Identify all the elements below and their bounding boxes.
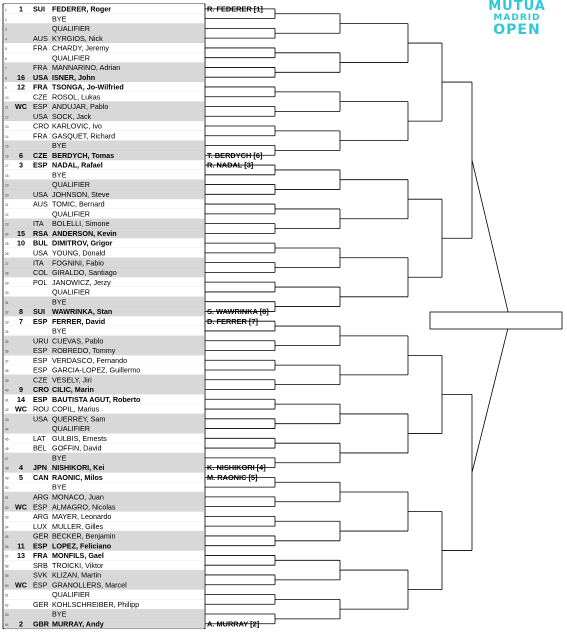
row-number: 22 (5, 212, 9, 217)
seed-label: 6 (19, 150, 23, 160)
round2-player: R. FEDERER [1] (207, 4, 263, 14)
draw-row (4, 482, 204, 492)
row-background (4, 24, 204, 34)
country-code: FRA (33, 43, 48, 53)
player-name: QUALIFIER (52, 24, 90, 34)
row-number: 19 (5, 183, 9, 188)
player-name: MULLER, Gilles (52, 521, 104, 531)
draw-row (4, 53, 204, 63)
row-number: 47 (5, 456, 9, 461)
player-name: BOLELLI, Simone (52, 219, 110, 229)
country-code: USA (33, 414, 48, 424)
player-name: CUEVAS, Pablo (52, 336, 104, 346)
row-number: 41 (5, 398, 9, 403)
draw-row (4, 463, 204, 473)
seed-label: 1 (19, 4, 23, 14)
country-code: ITA (33, 219, 44, 229)
draw-row (4, 141, 204, 151)
draw-row (4, 199, 204, 209)
row-number: 18 (5, 173, 9, 178)
player-name: KARLOVIC, Ivo (52, 121, 102, 131)
row-number: 39 (5, 378, 9, 383)
row-number: 24 (5, 232, 9, 237)
row-number: 43 (5, 417, 9, 422)
row-background (4, 590, 204, 600)
draw-row (4, 14, 204, 24)
draw-row (4, 385, 204, 395)
country-code: CAN (33, 472, 49, 482)
player-name: QUALIFIER (52, 590, 90, 600)
row-number: 10 (5, 95, 9, 100)
draw-row (4, 590, 204, 600)
player-name: QUALIFIER (52, 209, 90, 219)
row-number: 48 (5, 466, 9, 471)
country-code: SRB (33, 560, 48, 570)
seed-label: WC (15, 102, 27, 112)
row-number: 59 (5, 574, 9, 579)
round2-player: R. NADAL [3] (207, 160, 254, 170)
draw-row (4, 580, 204, 590)
country-code: CZE (33, 150, 48, 160)
player-name: MURRAY, Andy (52, 619, 104, 629)
round2-player: T. BERDYCH [6] (207, 150, 263, 160)
draw-row (4, 394, 204, 404)
player-name: FEDERER, Roger (52, 4, 112, 14)
draw-row (4, 404, 204, 414)
draw-row (4, 521, 204, 531)
final-connector (472, 320, 510, 472)
draw-row (4, 4, 204, 14)
draw-row (4, 131, 204, 141)
player-name: YOUNG, Donald (52, 248, 106, 258)
row-background (4, 424, 204, 434)
country-code: BEL (33, 443, 47, 453)
seed-label: WC (15, 580, 27, 590)
row-number: 11 (5, 105, 9, 110)
draw-row (4, 43, 204, 53)
row-number: 28 (5, 271, 9, 276)
draw-row (4, 24, 204, 34)
player-name: BYE (52, 170, 67, 180)
row-number: 49 (5, 476, 9, 481)
country-code: RSA (33, 228, 49, 238)
player-name: LOPEZ, Feliciano (52, 541, 112, 551)
country-code: SUI (33, 4, 45, 14)
country-code: ESP (33, 160, 48, 170)
draw-row (4, 238, 204, 248)
draw-row (4, 160, 204, 170)
row-number: 25 (5, 242, 9, 247)
country-code: FRA (33, 131, 48, 141)
player-name: ALMAGRO, Nicolas (52, 502, 116, 512)
seed-label: 10 (17, 238, 25, 248)
round2-player: A. MURRAY [2] (207, 619, 260, 629)
player-name: QUERREY, Sam (52, 414, 106, 424)
draw-row (4, 433, 204, 443)
row-number: 20 (5, 193, 9, 198)
draw-row (4, 316, 204, 326)
country-code: ESP (33, 102, 48, 112)
country-code: FRA (33, 82, 48, 92)
player-name: GULBIS, Ernests (52, 433, 107, 443)
country-code: AUS (33, 33, 48, 43)
row-number: 62 (5, 603, 9, 608)
row-number: 63 (5, 613, 9, 618)
draw-row (4, 551, 204, 561)
player-name: ROBREDO, Tommy (52, 346, 116, 356)
country-code: ESP (33, 365, 48, 375)
country-code: FRA (33, 551, 48, 561)
player-name: NADAL, Rafael (52, 160, 103, 170)
draw-row (4, 326, 204, 336)
player-name: BERDYCH, Tomas (52, 150, 115, 160)
row-number: 55 (5, 535, 9, 540)
row-number: 38 (5, 369, 9, 374)
player-name: SOCK, Jack (52, 111, 92, 121)
row-background (4, 170, 204, 180)
country-code: SUI (33, 307, 45, 317)
draw-row (4, 63, 204, 73)
draw-row (4, 228, 204, 238)
player-name: QUALIFIER (52, 287, 90, 297)
player-name: QUALIFIER (52, 424, 90, 434)
row-number: 7 (5, 66, 7, 71)
player-name: GARCIA-LOPEZ, Guillermo (52, 365, 141, 375)
draw-row (4, 619, 204, 629)
country-code: GBR (33, 619, 49, 629)
country-code: GER (33, 599, 49, 609)
country-code: AUS (33, 199, 48, 209)
player-name: BYE (52, 297, 67, 307)
player-name: JOHNSON, Steve (52, 189, 110, 199)
row-number: 60 (5, 583, 9, 588)
draw-row (4, 541, 204, 551)
row-number: 64 (5, 622, 9, 627)
player-name: KYRGIOS, Nick (52, 33, 103, 43)
country-code: USA (33, 189, 48, 199)
draw-row (4, 307, 204, 317)
row-number: 50 (5, 486, 9, 491)
country-code: ESP (33, 355, 48, 365)
country-code: ESP (33, 346, 48, 356)
row-number: 54 (5, 525, 9, 530)
round2-player: K. NISHIKORI [4] (207, 463, 266, 473)
seed-label: 15 (17, 228, 25, 238)
draw-row (4, 72, 204, 82)
row-number: 46 (5, 447, 9, 452)
player-name: JANOWICZ, Jerzy (52, 277, 111, 287)
country-code: USA (33, 248, 48, 258)
row-number: 56 (5, 544, 9, 549)
seed-label: 12 (17, 82, 25, 92)
player-name: KOHLSCHREIBER, Philipp (52, 599, 140, 609)
draw-row (4, 599, 204, 609)
row-background (4, 209, 204, 219)
draw-row (4, 492, 204, 502)
country-code: FRA (33, 63, 48, 73)
country-code: CZE (33, 375, 48, 385)
player-name: ANDUJAR, Pablo (52, 102, 109, 112)
player-name: ANDERSON, Kevin (52, 228, 117, 238)
row-number: 37 (5, 359, 9, 364)
seed-label: 9 (19, 385, 23, 395)
player-name: GRANOLLERS, Marcel (52, 580, 127, 590)
country-code: SVK (33, 570, 48, 580)
row-number: 52 (5, 505, 9, 510)
player-name: QUALIFIER (52, 180, 90, 190)
row-background (4, 453, 204, 463)
player-name: FERRER, David (52, 316, 106, 326)
player-name: MANNARINO, Adrian (52, 63, 121, 73)
round2-player: S. WAWRINKA [8] (207, 307, 269, 317)
country-code: ITA (33, 258, 44, 268)
row-number: 13 (5, 125, 9, 130)
row-number: 31 (5, 300, 9, 305)
player-name: MONACO, Juan (52, 492, 104, 502)
player-name: TROICKI, Viktor (52, 560, 104, 570)
draw-row (4, 472, 204, 482)
row-background (4, 326, 204, 336)
draw-row (4, 414, 204, 424)
row-number: 3 (5, 27, 7, 32)
country-code: CRO (33, 385, 49, 395)
row-number: 17 (5, 164, 9, 169)
player-name: WAWRINKA, Stan (52, 307, 113, 317)
draw-row (4, 82, 204, 92)
row-number: 34 (5, 330, 9, 335)
row-number: 21 (5, 203, 9, 208)
row-number: 44 (5, 427, 9, 432)
row-background (4, 482, 204, 492)
country-code: LUX (33, 521, 47, 531)
row-number: 61 (5, 593, 9, 598)
row-number: 12 (5, 115, 9, 120)
player-name: BYE (52, 14, 67, 24)
draw-row (4, 560, 204, 570)
row-background (4, 297, 204, 307)
row-background (4, 141, 204, 151)
draw-row (4, 180, 204, 190)
seed-label: 2 (19, 619, 23, 629)
row-number: 30 (5, 291, 9, 296)
country-code: ESP (33, 316, 48, 326)
row-number: 42 (5, 408, 9, 413)
player-name: BECKER, Benjamin (52, 531, 116, 541)
draw-row (4, 92, 204, 102)
draw-row (4, 121, 204, 131)
draw-row (4, 424, 204, 434)
round2-player: M. RAONIC [5] (207, 472, 258, 482)
country-code: ARG (33, 512, 49, 522)
seed-label: 13 (17, 551, 25, 561)
row-background (4, 14, 204, 24)
seed-label: 3 (19, 160, 23, 170)
player-name: GASQUET, Richard (52, 131, 116, 141)
draw-row (4, 102, 204, 112)
player-name: CILIC, Marin (52, 385, 94, 395)
seed-label: 7 (19, 316, 23, 326)
player-name: ROSOL, Lukas (52, 92, 101, 102)
row-number: 9 (5, 86, 7, 91)
draw-row (4, 268, 204, 278)
seed-label: 14 (17, 394, 25, 404)
country-code: ARG (33, 492, 49, 502)
draw-row (4, 111, 204, 121)
row-number: 40 (5, 388, 9, 393)
country-code: POL (33, 277, 48, 287)
logo-line-1: MUTUA (488, 0, 546, 14)
country-code: BUL (33, 238, 48, 248)
player-name: BYE (52, 141, 67, 151)
country-code: CRO (33, 121, 49, 131)
country-code: CZE (33, 92, 48, 102)
row-number: 35 (5, 339, 9, 344)
row-number: 51 (5, 496, 9, 500)
country-code: COL (33, 268, 48, 278)
player-name: MONFILS, Gael (52, 551, 104, 561)
row-number: 53 (5, 515, 9, 520)
player-name: RAONIC, Milos (52, 472, 103, 482)
row-number: 16 (5, 154, 9, 159)
seed-label: 5 (19, 472, 23, 482)
draw-row (4, 189, 204, 199)
country-code: GER (33, 531, 49, 541)
draw-row (4, 277, 204, 287)
row-number: 15 (5, 144, 9, 149)
row-number: 8 (5, 76, 7, 81)
draw-row (4, 531, 204, 541)
draw-row (4, 609, 204, 619)
draw-row (4, 297, 204, 307)
draw-row (4, 355, 204, 365)
row-number: 32 (5, 310, 9, 315)
draw-row (4, 336, 204, 346)
draw-row (4, 443, 204, 453)
row-number: 45 (5, 437, 9, 442)
player-name: TSONGA, Jo-Wilfried (52, 82, 124, 92)
row-number: 58 (5, 564, 9, 569)
seed-label: 11 (17, 541, 25, 551)
player-name: BYE (52, 453, 67, 463)
logo-line-3: OPEN (493, 22, 541, 38)
player-name: GOFFIN, David (52, 443, 102, 453)
country-code: USA (33, 111, 48, 121)
row-number: 23 (5, 222, 9, 227)
final-connector (472, 160, 510, 320)
country-code: ESP (33, 502, 48, 512)
player-name: CHARDY, Jeremy (52, 43, 109, 53)
player-name: NISHIKORI, Kei (52, 463, 105, 473)
row-number: 4 (5, 37, 7, 42)
draw-row (4, 453, 204, 463)
player-name: ISNER, John (52, 72, 96, 82)
draw-row (4, 248, 204, 258)
player-name: BYE (52, 482, 67, 492)
country-code: ESP (33, 541, 48, 551)
country-code: ROU (33, 404, 49, 414)
draw-row (4, 170, 204, 180)
player-name: GIRALDO, Santiago (52, 268, 117, 278)
draw-row (4, 502, 204, 512)
player-name: MAYER, Leonardo (52, 512, 112, 522)
draw-row (4, 375, 204, 385)
row-number: 2 (5, 17, 7, 22)
player-name: BYE (52, 609, 67, 619)
seed-label: 8 (19, 307, 23, 317)
row-background (4, 609, 204, 619)
country-code: JPN (33, 463, 47, 473)
row-number: 36 (5, 349, 9, 354)
row-number: 26 (5, 252, 9, 256)
row-number: 5 (5, 47, 7, 52)
player-name: QUALIFIER (52, 53, 90, 63)
country-code: USA (33, 72, 49, 82)
draw-row (4, 219, 204, 229)
row-background (4, 53, 204, 63)
seed-label: WC (15, 404, 27, 414)
logo-line-2: MADRID (493, 13, 541, 23)
row-number: 29 (5, 281, 9, 286)
player-name: DIMITROV, Grigor (52, 238, 113, 248)
draw-row (4, 209, 204, 219)
seed-label: WC (15, 502, 27, 512)
row-number: 14 (5, 134, 9, 139)
row-background (4, 287, 204, 297)
country-code: URU (33, 336, 49, 346)
player-name: VESELY, Jiri (52, 375, 92, 385)
row-number: 57 (5, 554, 9, 559)
draw-row (4, 365, 204, 375)
row-number: 1 (5, 8, 7, 12)
player-name: COPIL, Marius (52, 404, 100, 414)
draw-row (4, 570, 204, 580)
draw-row (4, 258, 204, 268)
player-name: BYE (52, 326, 67, 336)
draw-row (4, 33, 204, 43)
player-name: BAUTISTA AGUT, Roberto (52, 394, 141, 404)
seed-label: 16 (17, 72, 25, 82)
row-number: 27 (5, 261, 9, 266)
row-number: 6 (5, 56, 7, 61)
round2-player: D. FERRER [7] (207, 316, 258, 326)
draw-row (4, 287, 204, 297)
country-code: ESP (33, 580, 48, 590)
player-name: FOGNINI, Fabio (52, 258, 104, 268)
player-name: VERDASCO, Fernando (52, 355, 128, 365)
draw-row (4, 150, 204, 160)
draw-row (4, 346, 204, 356)
country-code: ESP (33, 394, 48, 404)
player-name: KLIZAN, Martin (52, 570, 102, 580)
seed-label: 4 (19, 463, 23, 473)
country-code: LAT (33, 433, 46, 443)
row-number: 33 (5, 320, 9, 325)
player-name: TOMIC, Bernard (52, 199, 105, 209)
champion-box (430, 312, 562, 329)
row-background (4, 180, 204, 190)
draw-row (4, 512, 204, 522)
